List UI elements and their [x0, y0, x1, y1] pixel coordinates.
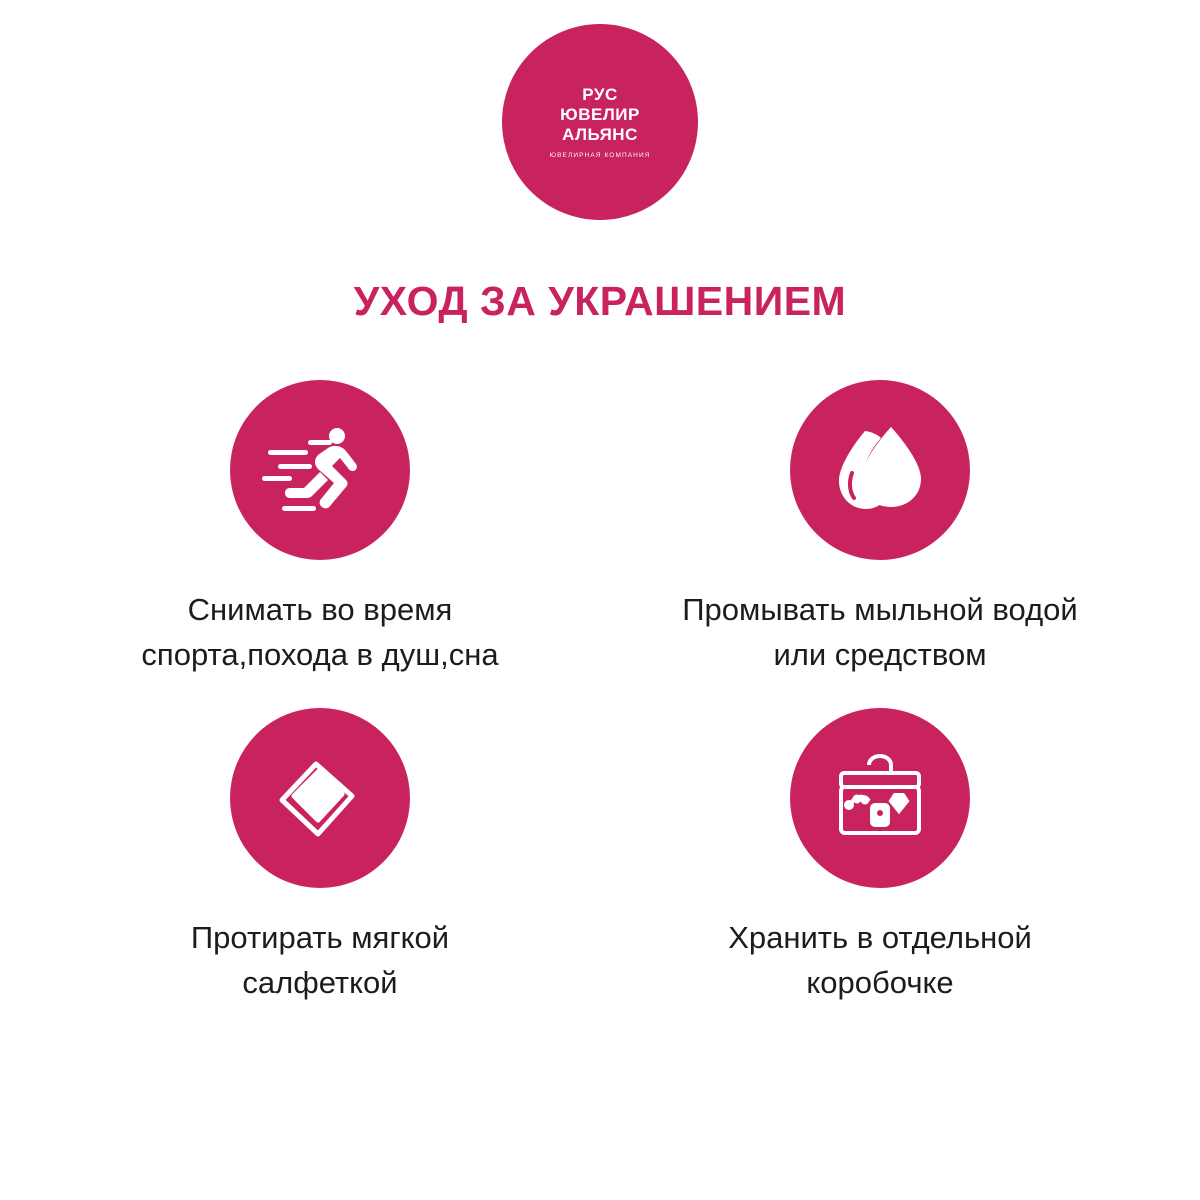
care-item-caption	[191, 916, 449, 1006]
caption-line-2: салфеткой	[242, 964, 398, 1000]
water-drops-icon	[790, 380, 970, 560]
caption-line-2: коробочке	[806, 964, 954, 1000]
care-item-sport	[40, 380, 600, 678]
care-item-caption	[728, 916, 1032, 1006]
caption-line-1: Промывать мыльной водой	[682, 592, 1078, 627]
page-title: УХОД ЗА УКРАШЕНИЕМ	[353, 278, 847, 324]
caption-line-1: Хранить в отдельной	[728, 919, 1032, 955]
care-item-caption	[141, 588, 498, 678]
logo-container	[0, 24, 1200, 220]
care-item-wipe	[40, 708, 600, 1006]
caption-line-2: спорта,похода в душ,сна	[141, 636, 499, 672]
caption-line-1: Протирать мягкой	[190, 919, 450, 955]
soft-cloth-icon	[230, 708, 410, 888]
running-person-icon	[230, 380, 410, 560]
caption-line-2: или средством	[773, 636, 987, 672]
logo-subtitle: ЮВЕЛИРНАЯ КОМПАНИЯ	[549, 152, 651, 160]
logo-wordmark	[560, 85, 640, 145]
care-item-store	[600, 708, 1160, 1006]
caption-line-1: Снимать во время	[187, 592, 453, 627]
jewelry-box-icon	[790, 708, 970, 888]
logo-circle-icon	[502, 24, 698, 220]
logo-line-3: АЛЬЯНС	[562, 125, 638, 145]
care-items-grid	[40, 380, 1160, 1006]
logo-line-2: ЮВЕЛИР	[560, 104, 640, 124]
logo-line-1: РУС	[582, 84, 618, 104]
care-item-caption	[682, 588, 1077, 678]
care-item-wash	[600, 380, 1160, 678]
